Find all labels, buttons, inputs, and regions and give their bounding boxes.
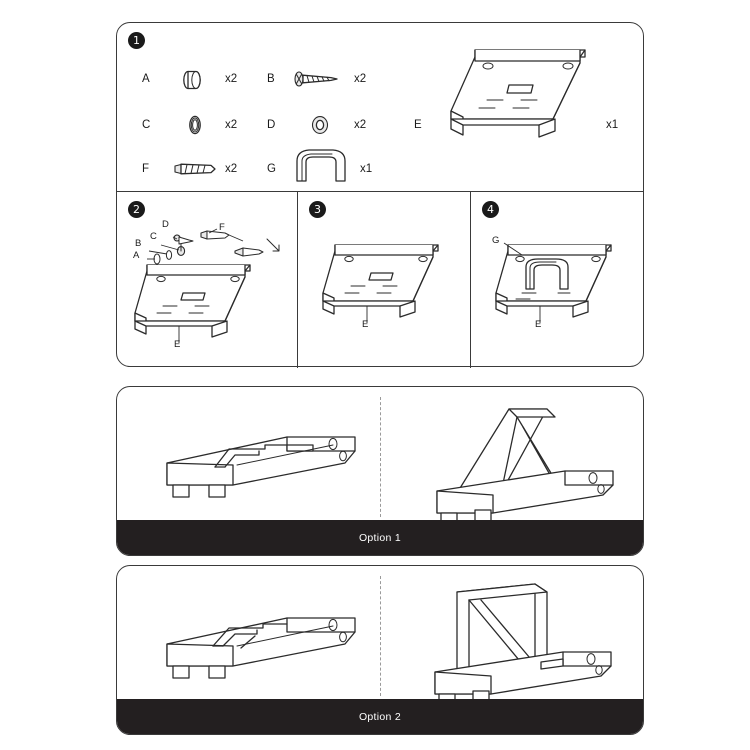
step-2-callout-C: C	[150, 231, 157, 242]
step-3-illustration	[297, 193, 470, 368]
step-4-illustration	[470, 193, 643, 368]
part-A-qty: x2	[225, 73, 238, 85]
option-1-angled-view	[397, 397, 627, 522]
option-2-panel	[116, 565, 644, 735]
part-B-qty: x2	[354, 73, 367, 85]
base-plate-icon	[435, 41, 605, 151]
step-2-callout-D: D	[162, 219, 169, 230]
option-1-flat-view	[137, 405, 367, 515]
option-2-flat-view	[137, 586, 367, 696]
step-1-badge: 1	[128, 32, 145, 49]
part-F-qty: x2	[225, 163, 238, 175]
part-E-qty: x1	[606, 119, 619, 131]
grommet-icon	[307, 113, 333, 137]
step-2-callout-F: F	[219, 222, 225, 233]
part-C-qty: x2	[225, 119, 238, 131]
step-2-callout-B: B	[135, 238, 142, 249]
option-2-divider	[380, 576, 381, 696]
step-2-badge: 2	[128, 201, 145, 218]
part-D-qty: x2	[354, 119, 367, 131]
option-2-upright-view	[395, 576, 625, 701]
part-E-label: E	[414, 119, 422, 131]
option-1-label: Option 1	[358, 532, 402, 544]
step-2-illustration	[117, 193, 297, 368]
option-1-panel	[116, 386, 644, 556]
part-A-label: A	[142, 73, 150, 85]
wall-anchor-icon	[171, 157, 223, 181]
step-2-callout-E: E	[174, 339, 181, 350]
part-F-label: F	[142, 163, 150, 175]
step-4-badge: 4	[482, 201, 499, 218]
bracket-clip-icon	[289, 143, 353, 185]
option-2-bar	[116, 699, 644, 735]
option-2-label: Option 2	[358, 711, 402, 723]
step-4-callout-E: E	[535, 319, 542, 330]
part-G-label: G	[267, 163, 276, 175]
step-4-callout-G: G	[492, 235, 500, 246]
part-D-label: D	[267, 119, 276, 131]
washer-icon	[183, 113, 207, 137]
step-3-badge: 3	[309, 201, 326, 218]
panel-divider-horizontal	[116, 191, 644, 192]
option-1-bar	[116, 520, 644, 556]
part-C-label: C	[142, 119, 151, 131]
steps-panel	[116, 22, 644, 367]
step-2-callout-A: A	[133, 250, 140, 261]
option-1-divider	[380, 397, 381, 517]
part-B-label: B	[267, 73, 275, 85]
step-3-callout-E: E	[362, 319, 369, 330]
screw-icon	[291, 67, 351, 91]
cylinder-spacer-icon	[179, 67, 207, 93]
part-G-qty: x1	[360, 163, 373, 175]
